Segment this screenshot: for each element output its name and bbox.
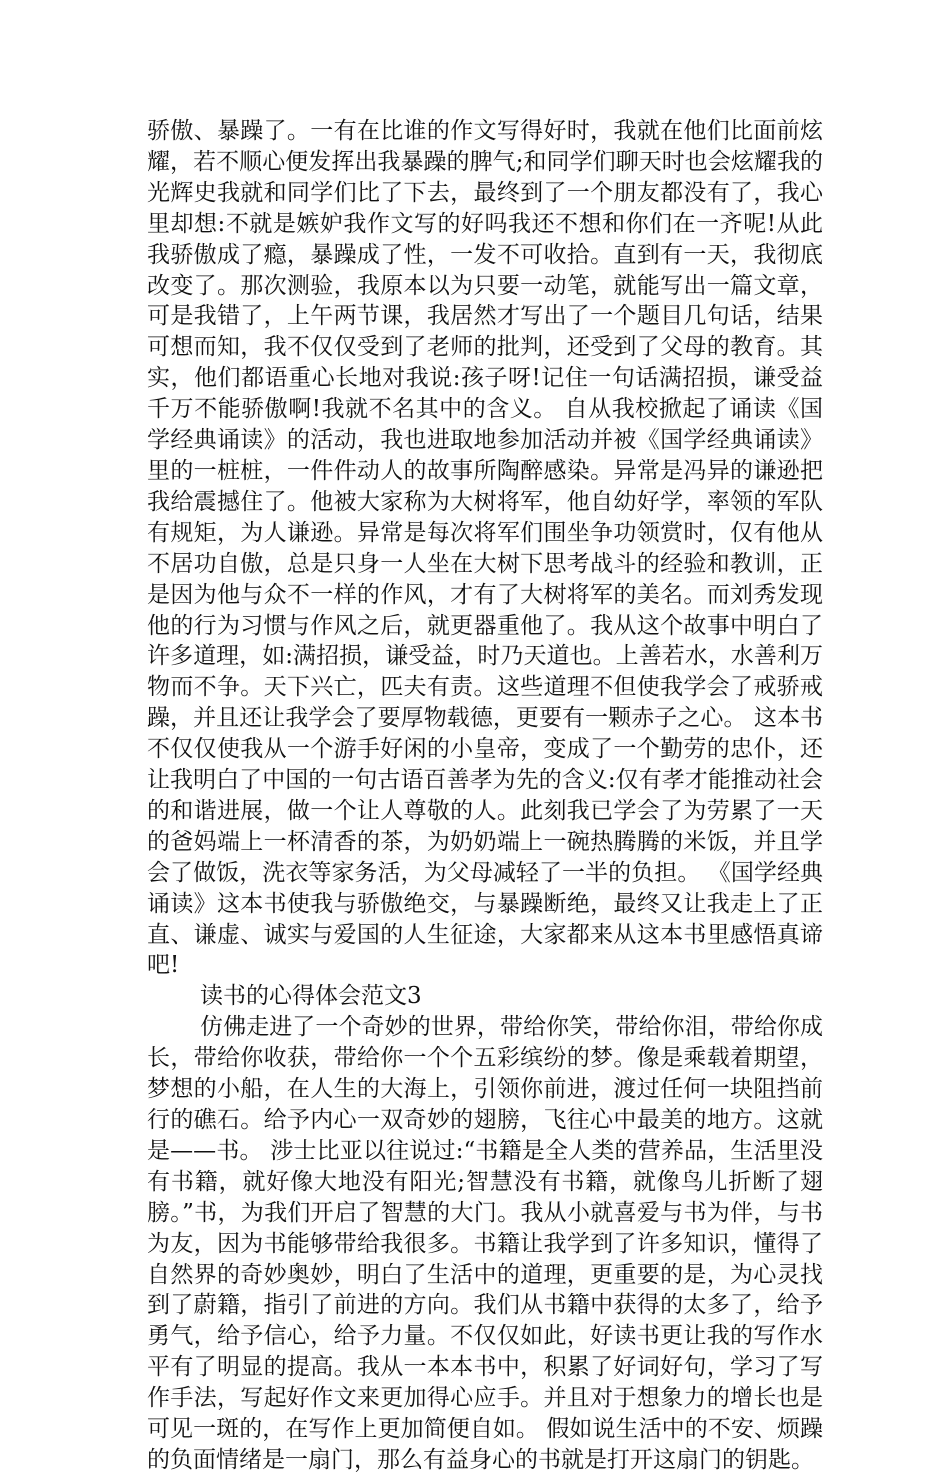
document-body <box>147 116 823 1476</box>
section-heading-3: 读书的心得体会范文3 <box>200 983 422 1010</box>
body-paragraph-2: 仿佛走进了一个奇妙的世界，带给你笑，带给你泪，带给你成长，带给你收获，带给你一个个五彩缤纷的梦。像是乘载着期望，梦想的小船，在人生的大海上，引领你前进，渡过任何一块阻挡前行的礁石。给予内心一双奇妙的翅膀，飞往心中最美的地方。这就是——书。 涉士比亚以往说过:“书籍是全人类的营养品，生活里没有书籍，就好像大地没有阳光;智慧没有书籍，就像鸟儿折断了翅膀。”书，为我们开启了智慧的大门。我从小就喜爱与书为伴，与书为友，因为书能够带给我很多。书籍让我学到了许多知识，懂得了自然界的奇妙奥妙，明白了生活中的道理，更重要的是，为心灵找到了蔚籍，指引了前进的方向。我们从书籍中获得的太多了，给予勇气，给予信心，给予力量。不仅仅如此，好读书更让我的写作水平有了明显的提高。我从一本本书中，积累了好词好句，学习了写作手法，写起好作文来更加得心应手。并且对于想象力的增长也是可见一斑的，在写作上更加简便自如。 假如说生活中的不安、烦躁的负面情绪是一扇门，那么有益身心的书就是打开这扇门的钥匙。 <box>147 1014 823 1473</box>
body-paragraph-1: 骄傲、暴躁了。一有在比谁的作文写得好时，我就在他们比面前炫耀，若不顺心便发挥出我暴躁的脾气;和同学们聊天时也会炫耀我的光辉史我就和同学们比了下去，最终到了一个朋友都没有了，我心里却想:不就是嫉妒我作文写的好吗我还不想和你们在一齐呢!从此我骄傲成了瘾，暴躁成了性，一发不可收拾。直到有一天，我彻底改变了。那次测验，我原本以为只要一动笔，就能写出一篇文章，可是我错了，上午两节课，我居然才写出了一个题目几句话，结果可想而知，我不仅仅受到了老师的批判，还受到了父母的教育。其实，他们都语重心长地对我说:孩子呀!记住一句话满招损，谦受益千万不能骄傲啊!我就不名其中的含义。 自从我校掀起了诵读《国学经典诵读》的活动，我也进取地参加活动并被《国学经典诵读》里的一桩桩，一件件动人的故事所陶醉感染。异常是冯异的谦逊把我给震撼住了。他被大家称为大树将军，他自幼好学，率领的军队有规矩，为人谦逊。异常是每次将军们围坐争功领赏时，仅有他从不居功自傲，总是只身一人坐在大树下思考战斗的经验和教训，正是因为他与众不一样的作风，才有了大树将军的美名。而刘秀发现他的行为习惯与作风之后，就更器重他了。我从这个故事中明白了许多道理，如:满招损，谦受益，时乃天道也。上善若水，水善利万物而不争。天下兴亡，匹夫有责。这些道理不但使我学会了戒骄戒躁，并且还让我学会了要厚物载德，更要有一颗赤子之心。 这本书不仅仅使我从一个游手好闲的小皇帝，变成了一个勤劳的忠仆，还让我明白了中国的一句古语百善孝为先的含义:仅有孝才能推动社会的和谐进展，做一个让人尊敬的人。此刻我已学会了为劳累了一天的爸妈端上一杯清香的茶，为奶奶端上一碗热腾腾的米饭，并且学会了做饭，洗衣等家务活，为父母减轻了一半的负担。 《国学经典诵读》这本书使我与骄傲绝交，与暴躁断绝，最终又让我走上了正直、谦虚、诚实与爱国的人生征途，大家都来从这本书里感悟真谛吧! <box>147 118 823 979</box>
